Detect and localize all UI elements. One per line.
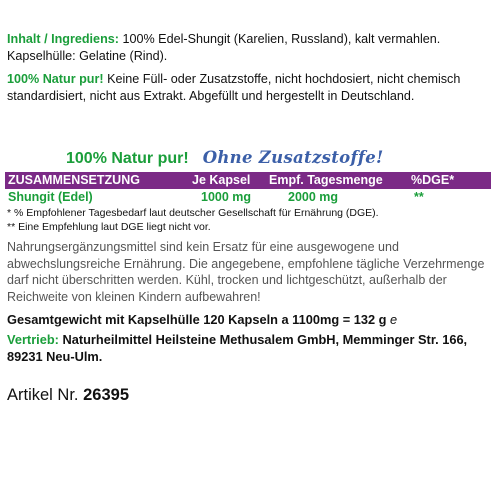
natur-label: 100% Natur pur! [7, 72, 104, 86]
ingredients-label: Inhalt / Ingrediens: [7, 32, 119, 46]
table-cell: 2000 mg [288, 190, 339, 204]
footnote: * % Empfohlener Tagesbedarf laut deutscher Gesellschaft für Ernährung (DGE). [7, 207, 379, 219]
article-label: Artikel Nr. [7, 386, 84, 404]
headline-natur-pur: 100% Natur pur! [66, 150, 189, 167]
table-cell: ** [414, 190, 424, 204]
warning-text: Nahrungsergänzungsmittel sind kein Ersatz für eine ausgewogene und abwechslungsreiche Ernährung. Die angegebene, empfohlene tägliche Verzehrmenge darf nicht überschritten werden. Kühl, trocken und lichtgeschützt, außerhalb der Reichweite von kleinen Kindern aufbewahren! [7, 240, 485, 304]
total-weight-text: Gesamtgewicht mit Kapselhülle 120 Kapseln a 1100mg = 132 g [7, 312, 387, 327]
natur-paragraph [7, 71, 490, 104]
distributor-text: Naturheilmittel Heilsteine Methusalem GmbH, Memminger Str. 166, 89231 Neu-Ulm. [7, 332, 468, 364]
headline [66, 148, 490, 168]
table-cell: Shungit (Edel) [8, 190, 93, 204]
headline-ohne-zusatzstoffe: Ohne Zusatzstoffe! [202, 148, 384, 167]
table-header-cell: Je Kapsel [192, 173, 251, 187]
ingredients-text: 100% Edel-Shungit (Karelien, Russland), kalt vermahlen. Kapselhülle: Gelatine (Rind). [7, 32, 441, 63]
footnotes [7, 206, 490, 234]
table-header-cell: %DGE* [411, 173, 455, 187]
composition-table-header [5, 172, 491, 189]
table-row [5, 189, 491, 205]
ingredients-paragraph [7, 31, 490, 64]
total-weight [7, 312, 490, 327]
footnote: ** Eine Empfehlung laut DGE liegt nicht vor. [7, 221, 211, 233]
natur-text: Keine Füll- oder Zusatzstoffe, nicht hochdosiert, nicht chemisch standardisiert, nicht aus Extrakt. Abgefüllt und hergestellt in Deutschland. [7, 72, 461, 103]
table-cell: 1000 mg [201, 190, 252, 204]
article-number-value: 26395 [83, 386, 129, 404]
distributor [7, 331, 490, 365]
article-number [7, 386, 490, 405]
table-header-cell: Empf. Tagesmenge [269, 173, 383, 187]
estimated-sign: e [390, 312, 398, 327]
table-header-cell: ZUSAMMENSETZUNG [8, 173, 140, 187]
distributor-label: Vertrieb: [7, 332, 59, 347]
